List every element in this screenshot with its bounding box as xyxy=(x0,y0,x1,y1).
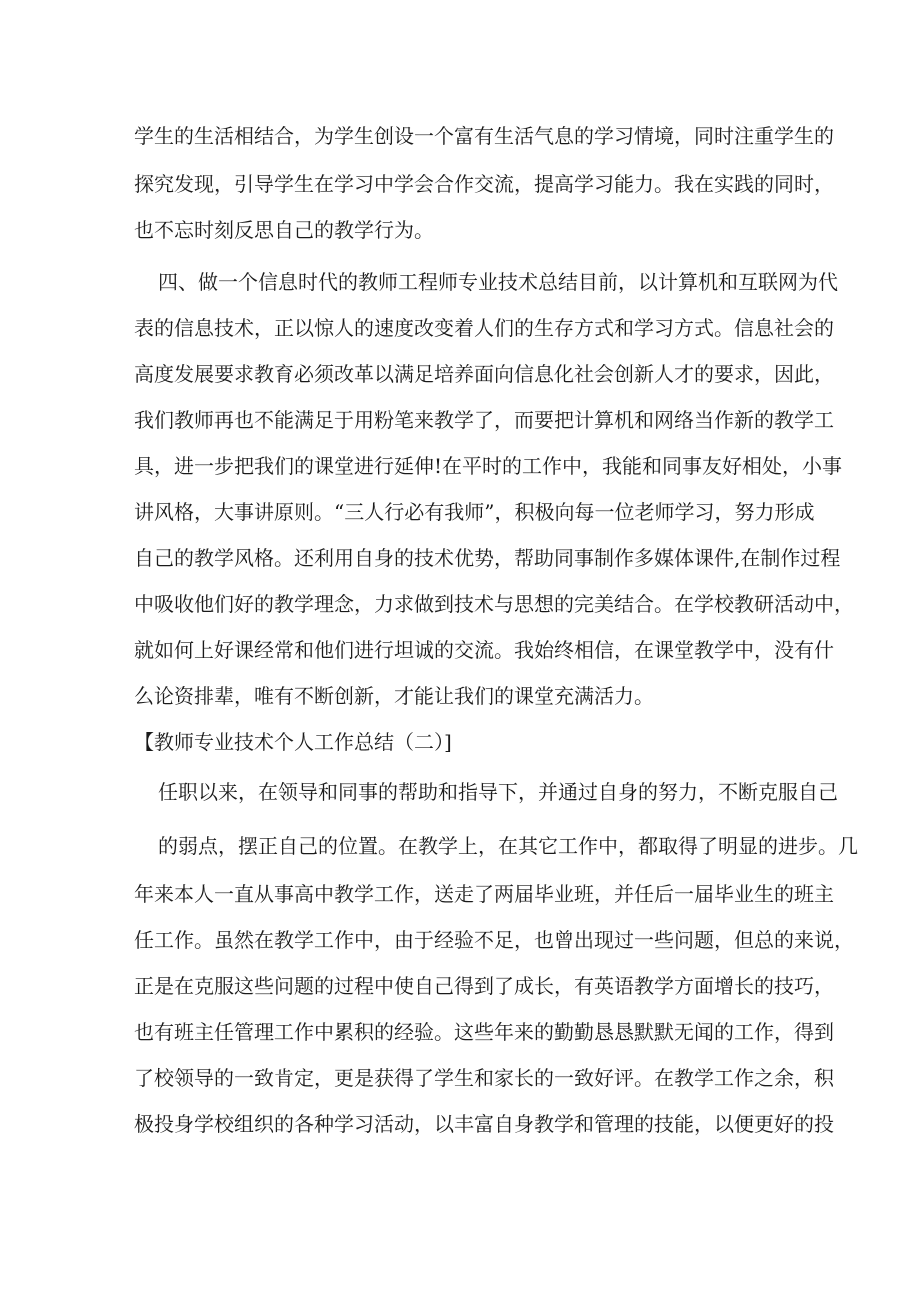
text-line: 表的信息技术，正以惊人的速度改变着人们的生存方式和学习方式。信息社会的 xyxy=(134,316,834,340)
text-line: 高度发展要求教育必须改革以满足培养面向信息化社会创新人才的要求，因此， xyxy=(134,362,834,386)
text-line: 我们教师再也不能满足于用粉笔来教学了，而要把计算机和网络当作新的教学工 xyxy=(134,408,834,432)
text-line: 任职以来，在领导和同事的帮助和指导下，并通过自身的努力，不断克服自己 xyxy=(158,780,838,804)
text-line: 就如何上好课经常和他们进行坦诚的交流。我始终相信，在课堂教学中，没有什 xyxy=(134,638,834,662)
section-heading: 【教师专业技术个人工作总结（二）] xyxy=(134,730,452,754)
text-line: 中吸收他们好的教学理念，力求做到技术与思想的完美结合。在学校教研活动中， xyxy=(134,592,854,616)
text-line: 么论资排辈，唯有不断创新，才能让我们的课堂充满活力。 xyxy=(134,684,654,708)
text-line: 具，进一步把我们的课堂进行延伸!在平时的工作中，我能和同事友好相处，小事 xyxy=(134,454,843,478)
text-line: 的弱点，摆正自己的位置。在教学上，在其它工作中，都取得了明显的进步。几 xyxy=(158,834,858,858)
text-line: 也不忘时刻反思自己的教学行为。 xyxy=(134,218,434,242)
text-line: 正是在克服这些问题的过程中使自己得到了成长，有英语教学方面增长的技巧， xyxy=(134,974,834,998)
text-line: 也有班主任管理工作中累积的经验。这些年来的勤勤恳恳默默无闻的工作，得到 xyxy=(134,1020,834,1044)
text-line: 极投身学校组织的各种学习活动，以丰富自身教学和管理的技能，以便更好的投 xyxy=(134,1112,834,1136)
text-line: 探究发现，引导学生在学习中学会合作交流，提高学习能力。我在实践的同时， xyxy=(134,172,834,196)
text-line: 自己的教学风格。还利用自身的技术优势，帮助同事制作多媒体课件,在制作过程 xyxy=(134,546,841,570)
text-line: 四、做一个信息时代的教师工程师专业技术总结目前，以计算机和互联网为代 xyxy=(158,270,838,294)
text-line: 学生的生活相结合，为学生创设一个富有生活气息的学习情境，同时注重学生的 xyxy=(134,124,834,148)
text-line: 讲风格，大事讲原则。“三人行必有我师”，积极向每一位老师学习，努力形成 xyxy=(134,500,815,524)
text-line: 年来本人一直从事高中教学工作，送走了两届毕业班，并任后一届毕业生的班主 xyxy=(134,882,834,906)
text-line: 任工作。虽然在教学工作中，由于经验不足，也曾出现过一些问题，但总的来说， xyxy=(134,928,854,952)
text-line: 了校领导的一致肯定，更是获得了学生和家长的一致好评。在教学工作之余，积 xyxy=(134,1066,834,1090)
